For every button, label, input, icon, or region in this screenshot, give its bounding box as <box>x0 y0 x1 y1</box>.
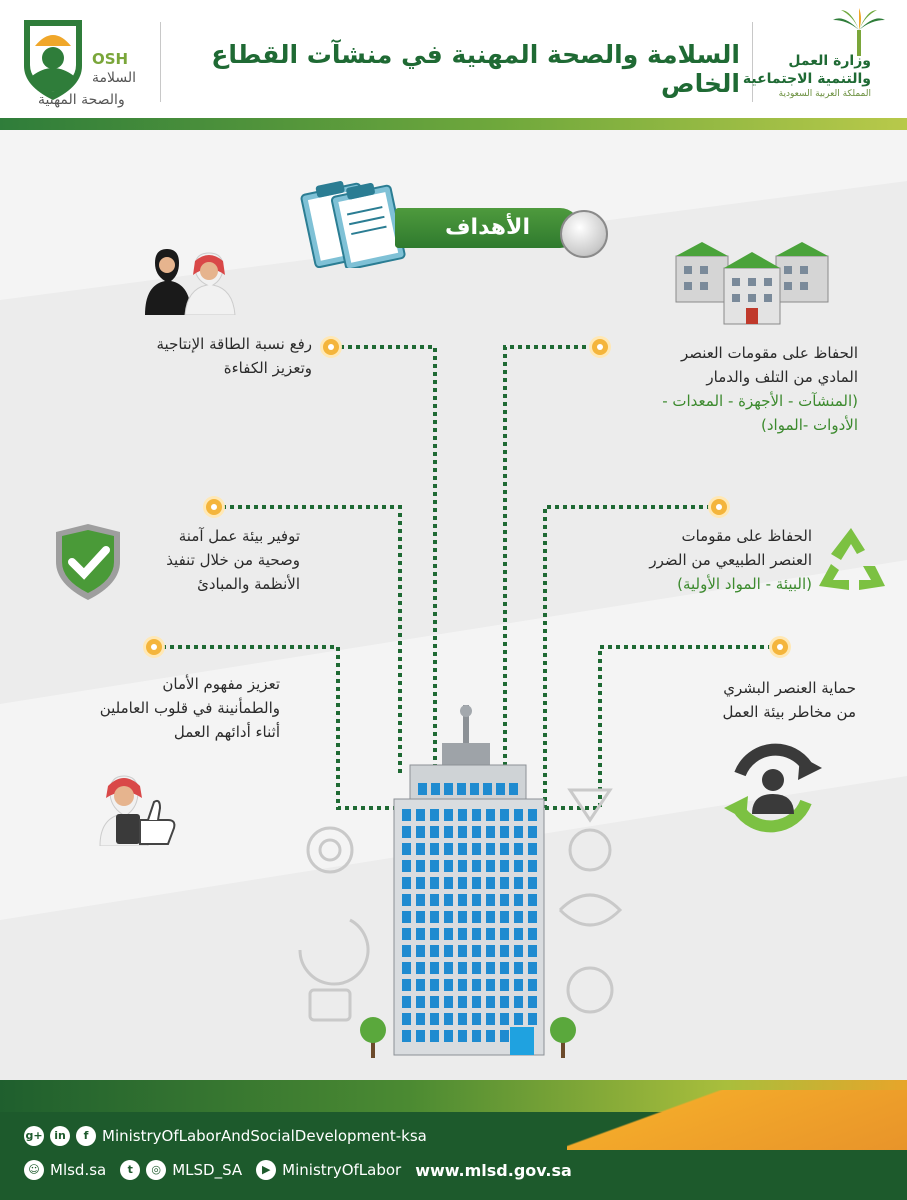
tower-window <box>444 996 453 1008</box>
tower-window <box>500 1030 509 1042</box>
tower-window <box>444 1013 453 1025</box>
youtube-icon[interactable]: ▶ <box>256 1160 276 1180</box>
twitter-instagram-handle[interactable]: MLSD_SA <box>172 1161 243 1179</box>
tower-window <box>430 860 439 872</box>
tower-window <box>486 809 495 821</box>
tower-window <box>528 826 537 838</box>
tower-window <box>486 979 495 991</box>
tower-window <box>472 996 481 1008</box>
tower-window <box>402 911 411 923</box>
tower-window <box>472 877 481 889</box>
tower-window <box>444 962 453 974</box>
tower-window <box>486 962 495 974</box>
office-tower-icon <box>390 705 550 1057</box>
tower-window <box>496 783 505 795</box>
tower-window <box>514 826 523 838</box>
tree-icon <box>548 1014 578 1058</box>
tower-window <box>472 962 481 974</box>
tower-window <box>514 860 523 872</box>
youtube-handle[interactable]: MinistryOfLabor <box>282 1161 402 1179</box>
tower-window <box>416 894 425 906</box>
instagram-icon[interactable]: ◎ <box>146 1160 166 1180</box>
tower-window <box>472 860 481 872</box>
tower-window <box>402 962 411 974</box>
workers-icon <box>135 245 245 315</box>
tower-window <box>416 979 425 991</box>
tower-window <box>500 945 509 957</box>
snapchat-handle[interactable]: Mlsd.sa <box>50 1161 107 1179</box>
tower-window <box>444 1030 453 1042</box>
tower-window <box>416 1030 425 1042</box>
osh-ar-label-1: السلامة <box>92 70 137 86</box>
tower-window <box>500 979 509 991</box>
goal-line: (المنشآت - الأجهزة - المعدات - <box>662 392 858 410</box>
snapchat-icon[interactable]: ☺ <box>24 1160 44 1180</box>
goal-dot <box>772 639 788 655</box>
tower-window <box>486 996 495 1008</box>
tower-window <box>402 928 411 940</box>
goal-line: وتعزيز الكفاءة <box>223 359 312 377</box>
tower-window <box>486 894 495 906</box>
tower-window <box>430 843 439 855</box>
tower-window <box>416 843 425 855</box>
tower-window <box>444 860 453 872</box>
tower-window <box>458 843 467 855</box>
tower-window <box>486 945 495 957</box>
tower-window <box>528 1013 537 1025</box>
osh-ar-label-2: والصحة المهنية <box>38 92 125 108</box>
tower-window <box>402 996 411 1008</box>
tower-window <box>430 928 439 940</box>
tower-window <box>430 1030 439 1042</box>
page-title: السلامة والصحة المهنية في منشآت القطاع الخاص <box>211 40 740 98</box>
tower-window <box>416 860 425 872</box>
tower-window <box>416 945 425 957</box>
tower-window <box>472 809 481 821</box>
tower-window <box>444 809 453 821</box>
goal-dot <box>206 499 222 515</box>
goal-line: المادي من التلف والدمار <box>706 368 858 386</box>
goal-line: (البيئة - المواد الأولية) <box>677 575 812 593</box>
goal-line: الحفاظ على مقومات <box>681 527 812 545</box>
goal-line: الأنظمة والمبادئ <box>197 575 300 593</box>
tower-window <box>458 962 467 974</box>
tower-window <box>470 783 479 795</box>
tower-window <box>402 945 411 957</box>
tower-window <box>514 962 523 974</box>
tower-window <box>528 809 537 821</box>
tower-window <box>486 860 495 872</box>
goal-dot <box>323 339 339 355</box>
tower-window <box>483 783 492 795</box>
google-plus-icon[interactable]: g+ <box>24 1126 44 1146</box>
goal-right-3 <box>660 676 856 724</box>
tower-window <box>457 783 466 795</box>
tower-window <box>500 843 509 855</box>
facebook-handle[interactable]: MinistryOfLaborAndSocialDevelopment-ksa <box>102 1127 427 1145</box>
goal-line: وصحية من خلال تنفيذ <box>166 551 300 569</box>
tower-window <box>528 945 537 957</box>
tower-window <box>472 979 481 991</box>
tower-window <box>514 996 523 1008</box>
tower-window <box>500 962 509 974</box>
tower-window <box>500 928 509 940</box>
tower-window <box>430 911 439 923</box>
tower-window <box>500 860 509 872</box>
footer-accent <box>567 1090 907 1150</box>
tower-window <box>402 979 411 991</box>
tower-window <box>430 945 439 957</box>
thumbs-up-worker-icon <box>96 762 180 846</box>
tower-window <box>458 877 467 889</box>
goal-left-2 <box>110 524 300 596</box>
tower-window <box>500 877 509 889</box>
tower-window <box>472 826 481 838</box>
tower-window <box>430 894 439 906</box>
goal-line: الأدوات -المواد) <box>761 416 858 434</box>
tower-window <box>402 894 411 906</box>
tower-window <box>402 1013 411 1025</box>
tower-window <box>444 783 453 795</box>
tower-window <box>500 1013 509 1025</box>
tower-window <box>500 911 509 923</box>
goal-left-3 <box>40 672 280 744</box>
tower-window <box>402 843 411 855</box>
goal-line: العنصر الطبيعي من الضرر <box>649 551 812 569</box>
tower-window <box>416 911 425 923</box>
social-row-2 <box>24 1160 580 1180</box>
tower-window <box>472 1030 481 1042</box>
goal-right-2 <box>600 524 812 596</box>
tower-window <box>472 928 481 940</box>
tower-window <box>416 877 425 889</box>
tower-window <box>444 843 453 855</box>
tower-window <box>528 894 537 906</box>
tower-window <box>444 877 453 889</box>
tower-window <box>430 877 439 889</box>
tower-window <box>444 894 453 906</box>
person-cycle-icon <box>718 738 828 838</box>
goal-line: والطمأنينة في قلوب العاملين <box>99 699 280 717</box>
tower-window <box>472 945 481 957</box>
clipboard-icon <box>300 176 410 268</box>
tower-window <box>416 1013 425 1025</box>
tower-window <box>514 979 523 991</box>
tower-window <box>458 911 467 923</box>
tower-window <box>528 877 537 889</box>
tower-window <box>528 979 537 991</box>
tower-window <box>430 809 439 821</box>
tower-window <box>486 928 495 940</box>
tower-window <box>402 860 411 872</box>
tower-window <box>416 826 425 838</box>
goal-line: أثناء أدائهم العمل <box>173 723 280 741</box>
tower-window <box>514 843 523 855</box>
tower-window <box>458 1030 467 1042</box>
tower-window <box>486 826 495 838</box>
tower-window <box>500 826 509 838</box>
goals-knob-icon <box>560 210 608 258</box>
tower-window <box>458 894 467 906</box>
goal-left-1 <box>100 332 312 380</box>
goal-right-1 <box>610 341 858 437</box>
tower-window <box>472 894 481 906</box>
goal-line: رفع نسبة الطاقة الإنتاجية <box>156 335 312 353</box>
tower-window <box>458 979 467 991</box>
tower-window <box>514 809 523 821</box>
tower-window <box>486 1030 495 1042</box>
tower-window <box>486 1013 495 1025</box>
tower-window <box>444 928 453 940</box>
ministry-line-2: والتنمية الاجتماعية <box>742 71 871 87</box>
tower-window <box>431 783 440 795</box>
tower-window <box>430 996 439 1008</box>
tower-window <box>430 962 439 974</box>
tower-window <box>402 877 411 889</box>
ministry-line-1: وزارة العمل <box>788 53 871 69</box>
linkedin-icon[interactable]: in <box>50 1126 70 1146</box>
tower-window <box>416 996 425 1008</box>
tower-window <box>418 783 427 795</box>
tower-window <box>528 962 537 974</box>
tower-window <box>486 843 495 855</box>
social-row-1 <box>24 1126 435 1146</box>
tower-window <box>500 996 509 1008</box>
tower-window <box>458 826 467 838</box>
tower-window <box>472 843 481 855</box>
goal-line: حماية العنصر البشري <box>723 679 856 697</box>
tower-window <box>416 962 425 974</box>
tower-window <box>402 1030 411 1042</box>
goal-line: تعزيز مفهوم الأمان <box>162 675 280 693</box>
tower-window <box>472 911 481 923</box>
tower-window <box>430 979 439 991</box>
tower-window <box>528 860 537 872</box>
tower-window <box>402 826 411 838</box>
goal-dot <box>146 639 162 655</box>
goal-line: من مخاطر بيئة العمل <box>722 703 856 721</box>
tower-window <box>486 877 495 889</box>
tower-window <box>514 928 523 940</box>
tower-window <box>514 911 523 923</box>
tower-window <box>458 928 467 940</box>
tower-window <box>444 826 453 838</box>
tower-window <box>528 843 537 855</box>
tower-window <box>528 996 537 1008</box>
buildings-icon <box>672 236 832 326</box>
tower-window <box>509 783 518 795</box>
tower-window <box>458 809 467 821</box>
tower-window <box>472 1013 481 1025</box>
tower-window <box>430 826 439 838</box>
osh-en-label: OSH <box>92 50 129 68</box>
tree-icon <box>358 1014 388 1058</box>
tower-window <box>444 945 453 957</box>
tower-window <box>514 877 523 889</box>
goal-dot <box>711 499 727 515</box>
tower-window <box>444 911 453 923</box>
tower-window <box>416 809 425 821</box>
tower-window <box>514 1013 523 1025</box>
tower-window <box>458 860 467 872</box>
tower-window <box>500 894 509 906</box>
tower-window <box>416 928 425 940</box>
tower-window <box>444 979 453 991</box>
tower-window <box>430 1013 439 1025</box>
ministry-line-3: المملكة العربية السعودية <box>778 89 871 99</box>
tower-window <box>458 1013 467 1025</box>
tower-window <box>458 996 467 1008</box>
tower-window <box>458 945 467 957</box>
goal-line: الحفاظ على مقومات العنصر <box>680 344 858 362</box>
tower-window <box>528 911 537 923</box>
goal-dot <box>592 339 608 355</box>
tower-window <box>514 945 523 957</box>
goals-banner: الأهداف <box>395 208 580 248</box>
goal-line: توفير بيئة عمل آمنة <box>178 527 300 545</box>
website-link[interactable]: www.mlsd.gov.sa <box>415 1160 572 1180</box>
recycle-icon <box>815 524 887 596</box>
tower-window <box>528 928 537 940</box>
tower-window <box>486 911 495 923</box>
tower-window <box>514 894 523 906</box>
tower-window <box>402 809 411 821</box>
facebook-icon[interactable]: f <box>76 1126 96 1146</box>
tower-window <box>500 809 509 821</box>
twitter-icon[interactable]: t <box>120 1160 140 1180</box>
shield-check-icon <box>48 522 128 602</box>
